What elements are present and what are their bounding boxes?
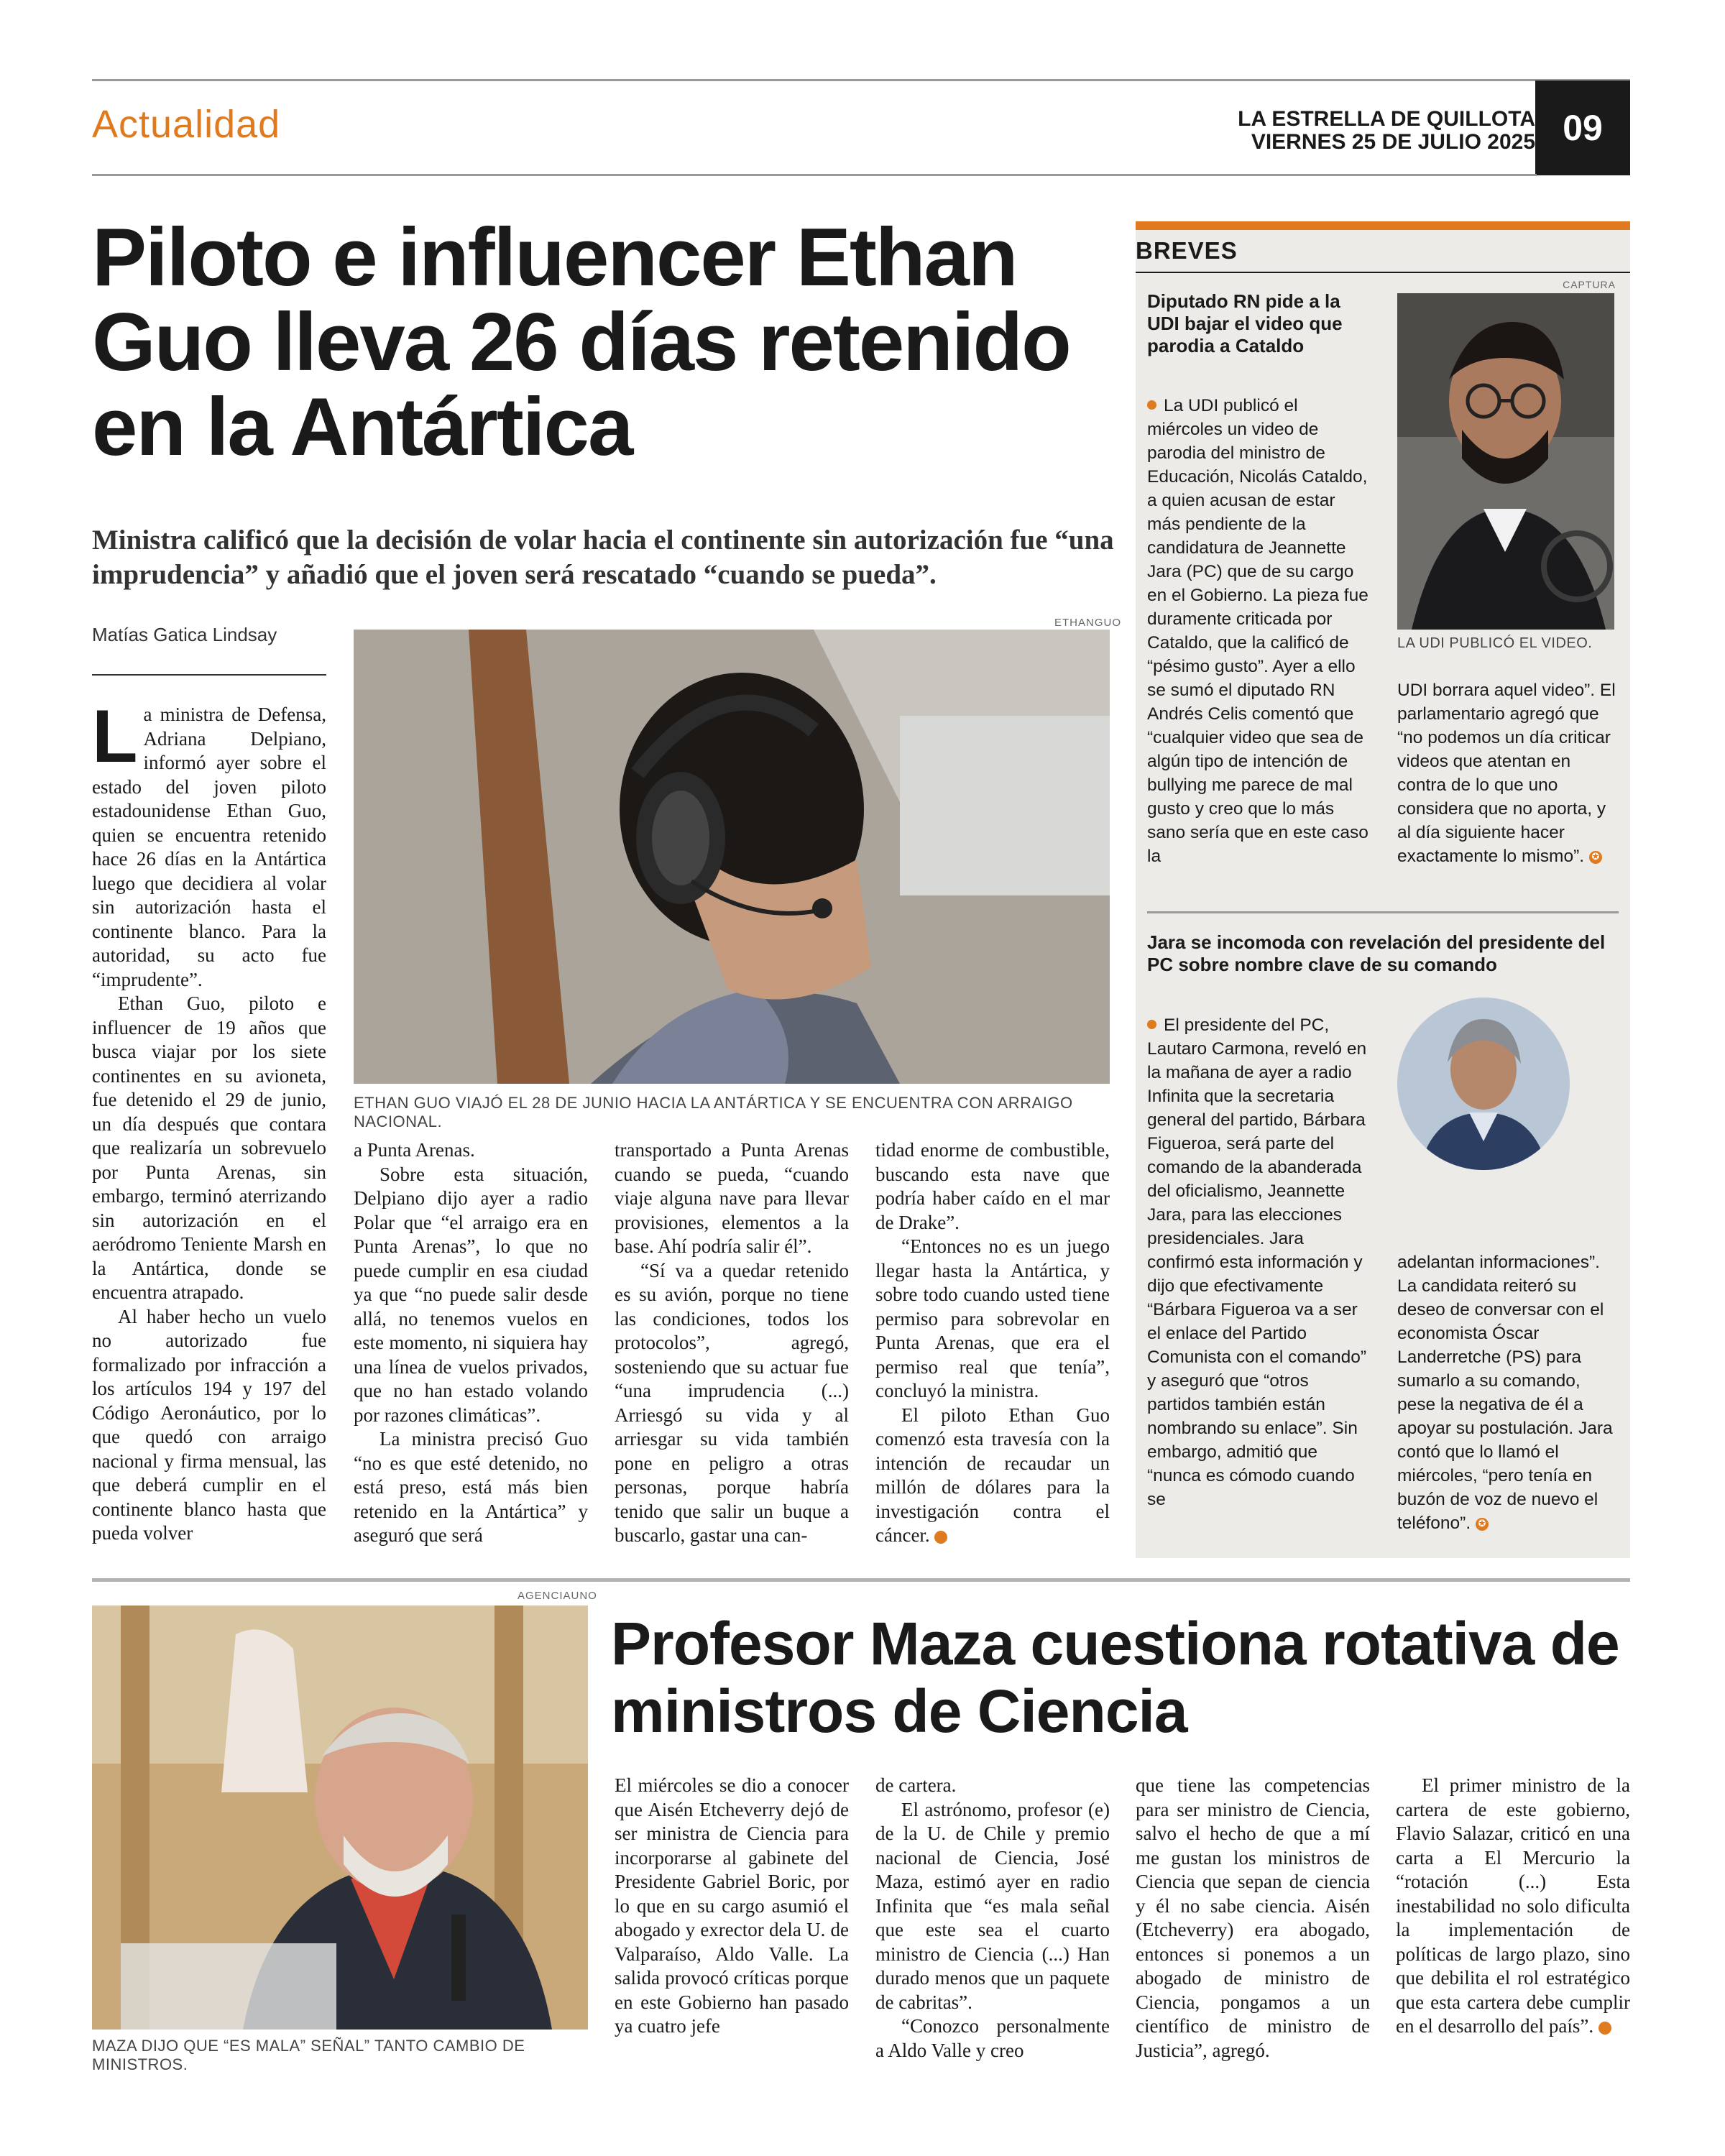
brief-1-photo-credit: CAPTURA xyxy=(1563,279,1616,290)
body-column-2 xyxy=(354,1138,588,1548)
paragraph: a Punta Arenas. xyxy=(354,1139,475,1161)
brief-1-column-1 xyxy=(1147,394,1370,868)
paragraph: a ministra de Defensa, Adriana Delpiano, informó ayer sobre el estado del joven piloto estadounidense Ethan Guo, quien se encuentra retenido hace 26 días en la Antártica luego que decidiera al volar sin autorización hasta el continente blanco. Para la autoridad, su acto fue “imprudente”. xyxy=(92,704,326,990)
masthead xyxy=(1238,108,1535,154)
article2-column-4 xyxy=(1396,1774,1630,2039)
paragraph: Sobre esta situación, Delpiano dijo ayer a radio Polar que “el arraigo era en Punta Arenas”, lo que no puede cumplir en esa ciudad ya que “no puede salir desde allá, no tenemos vuelos en este momento, ni siquiera hay una línea de vuelos privados, que no han estado volando por razones climáticas”. xyxy=(354,1163,588,1426)
jara-photo-image xyxy=(1397,998,1570,1170)
photo-credit: ETHANGUO xyxy=(1054,617,1121,629)
article2-column-2 xyxy=(875,1774,1110,2063)
paragraph: El miércoles se dio a conocer que Aisén Etcheverry dejó de ser ministra de Ciencia para incorporarse al gabinete del Presidente Gabriel Boric, por lo que en su cargo asumió el abogado y exrector dela U. de Valparaíso, Aldo Valle. La salida provocó críticas porque en este Gobierno han pasado ya cuatro jefe xyxy=(615,1774,849,2037)
main-headline: Piloto e influencer Ethan Guo lleva 26 días retenido en la Antártica xyxy=(92,212,1070,473)
paragraph: “Sí va a quedar retenido es su avión, porque no tiene las condiciones, todos los protocolos”, agregó, sosteniendo que su actuar fue “una imprudencia (...) Arriesgó su vida y al arriesgar su vida también pone en peligro a otras personas, porque habría tenido que salir un buque a buscarlo, gastar una can- xyxy=(615,1259,849,1546)
sidebar-accent-bar xyxy=(1136,221,1630,230)
body-column-1 xyxy=(92,695,326,1546)
end-mark-icon: ✪ xyxy=(1589,851,1602,864)
paragraph: El piloto Ethan Guo comenzó esta travesía con la intención de recaudar un millón de dólares para la investigación contra el cáncer. xyxy=(875,1404,1110,1546)
article2-column-3 xyxy=(1136,1774,1370,2063)
section-divider xyxy=(92,1578,1630,1582)
top-rule xyxy=(92,79,1630,81)
paragraph: transportado a Punta Arenas cuando se pueda, “cuando viaje alguna nave para llevar provisiones, elementos a la base. Ahí podría salir él”. xyxy=(615,1139,849,1257)
brief-2-column-2 xyxy=(1397,1250,1617,1535)
body-column-4 xyxy=(875,1138,1110,1548)
issue-date: VIERNES 25 DE JULIO 2025 xyxy=(1251,130,1535,154)
sidebar-title: BREVES xyxy=(1136,237,1238,264)
end-mark-icon: ✪ xyxy=(1476,1518,1489,1531)
brief-2-column-1 xyxy=(1147,1013,1370,1511)
article2-photo-caption: MAZA DIJO QUE “ES MALA” SEÑAL” TANTO CAMBIO DE MINISTROS. xyxy=(92,2037,525,2073)
cataldo-photo-image xyxy=(1397,293,1614,630)
header-rule xyxy=(92,174,1537,176)
brief-2-photo xyxy=(1397,998,1570,1170)
paragraph: “Conozco personalmente a Aldo Valle y creo xyxy=(875,2015,1110,2061)
maza-photo-image xyxy=(92,1606,588,2030)
drop-cap: L xyxy=(92,695,138,778)
bullet-icon xyxy=(1147,400,1156,410)
brief-2-text-2: adelantan informaciones”. La candidata reiteró su deseo de conversar con el economista Óscar Landerretche (PS) para sumarlo a su comando, pese la negativa de él a apoyar su postulación. Jara contó que lo llamó el miércoles, “pero tenía en buzón de voz de nuevo el teléfono”. xyxy=(1397,1253,1613,1533)
article2-photo xyxy=(92,1606,588,2030)
article2-headline: Profesor Maza cuestiona rotativa de ministros de Ciencia xyxy=(611,1610,1619,1745)
brief-1-headline: Diputado RN pide a la UDI bajar el video que parodia a Cataldo xyxy=(1147,290,1343,356)
page-number: 09 xyxy=(1535,80,1630,175)
paragraph: tidad enorme de combustible, buscando esta nave que podría haber caído en el mar de Drake”. xyxy=(875,1139,1110,1233)
byline: Matías Gatica Lindsay xyxy=(92,624,277,645)
brief-1-photo-caption: LA UDI PUBLICÓ EL VIDEO. xyxy=(1397,635,1593,651)
brief-1-text-2: UDI borrara aquel video”. El parlamentario agregó que “no podemos un día criticar videos que atentan en contra de lo que uno considera que no aporta, y al día siguiente hacer exactamente lo mismo”. xyxy=(1397,681,1616,866)
main-deck: Ministra calificó que la decisión de volar hacia el continente sin autorización fue “una imprudencia” y añadió que el joven será rescatado “cuando se pueda”. xyxy=(92,525,1114,590)
paper-name: LA ESTRELLA DE QUILLOTA xyxy=(1238,107,1535,131)
paragraph: que tiene las competencias para ser ministro de Ciencia, salvo el hecho de que a mí me gustan los ministros de Ciencia que sepan de ciencia y él no sabe ciencia. Aisén (Etcheverry) era abogado, entonces si ponemos a un abogado de ministro de Ciencia, pongamos a un científico de ministro de Justicia”, agregó. xyxy=(1136,1774,1370,2061)
section-title: Actualidad xyxy=(92,103,281,146)
sidebar-divider xyxy=(1147,911,1619,913)
brief-1-photo xyxy=(1397,293,1614,630)
bullet-icon xyxy=(1147,1020,1156,1029)
main-photo xyxy=(354,630,1110,1084)
end-mark-icon: ✪ xyxy=(934,1531,947,1544)
body-column-3 xyxy=(615,1138,849,1548)
paragraph: La ministra precisó Guo “no es que esté detenido, no está preso, está más bien retenido en la Antártica” y aseguró que será xyxy=(354,1428,588,1546)
paragraph: de cartera. xyxy=(875,1774,957,1796)
paragraph: El primer ministro de la cartera de este gobierno, Flavio Salazar, criticó en una carta a El Mercurio la “rotación (...) Esta inestabilidad no solo dificulta la implementación de políticas de largo plazo, sino que debilita el rol estratégico que esta cartera debe cumplir en el desarrollo del país”. xyxy=(1396,1774,1630,2037)
article2-column-1 xyxy=(615,1774,849,2039)
brief-1-column-2 xyxy=(1397,678,1617,868)
brief-1-text-1: La UDI publicó el miércoles un video de parodia del ministro de Educación, Nicolás Cataldo, a quien acusan de estar más pendiente de la candidatura de Jeannette Jara (PC) que de su cargo en el Gobierno. La pieza fue duramente criticada por Cataldo, que la calificó de “pésimo gusto”. Ayer a ello se sumó el diputado RN Andrés Celis comentó que “cualquier video que sea de algún tipo de intención de bullying me parece de mal gusto y creo que lo más sano sería que en este caso la xyxy=(1147,396,1368,866)
paragraph: Al haber hecho un vuelo no autorizado fue formalizado por infracción a los artículos 194 y 197 del Código Aeronáutico, por lo que quedó con arraigo nacional y firma mensual, las que deberá cumplir en el continente blanco hasta que pueda volver xyxy=(92,1305,326,1544)
photo-caption: ETHAN GUO VIAJÓ EL 28 DE JUNIO HACIA LA ANTÁRTICA Y SE ENCUENTRA CON ARRAIGO NACIONAL. xyxy=(354,1094,1073,1130)
paragraph: Ethan Guo, piloto e influencer de 19 años que busca viajar por los siete continentes en su avioneta, fue detenido el 29 de junio, un día después que contara que realizaría un sobrevuelo por Punta Arenas, sin embargo, terminó aterrizando sin autorización en el aeródromo Teniente Marsh en la Antártica, donde se encuentra atrapado. xyxy=(92,992,326,1303)
brief-2-headline: Jara se incomoda con revelación del presidente del PC sobre nombre clave de su comando xyxy=(1147,931,1606,975)
article2-photo-credit: AGENCIAUNO xyxy=(518,1590,597,1602)
brief-2-text-1: El presidente del PC, Lautaro Carmona, reveló en la mañana de ayer a radio Infinita que la secretaria general del partido, Bárbara Figueroa, será parte del comando de la abanderada del oficialismo, Jeannette Jara, para las elecciones presidenciales. Jara confirmó esta información y dijo que efectivamente “Bárbara Figueroa va a ser el enlace del Partido Comunista con el comando” y aseguró que “otros partidos también están nombrando su enlace”. Sin embargo, admitió que “nunca es cómodo cuando se xyxy=(1147,1015,1367,1509)
end-mark-icon: ✪ xyxy=(1598,2022,1611,2035)
paragraph: El astrónomo, profesor (e) de la U. de Chile y premio nacional de Ciencia, José Maza, estimó ayer en radio Infinita que “es mala señal que este sea el cuarto ministro de Ciencia (...) Han durado menos que un paquete de cabritas”. xyxy=(875,1798,1110,2013)
paragraph: “Entonces no es un juego llegar hasta la Antártica, y sobre todo cuando usted tiene permiso para sobrevolar en Punta Arenas, que era el permiso real que tenía”, concluyó la ministra. xyxy=(875,1235,1110,1401)
byline-rule xyxy=(92,674,326,676)
sidebar-title-rule xyxy=(1136,272,1630,273)
pilot-photo-image xyxy=(354,630,1110,1084)
